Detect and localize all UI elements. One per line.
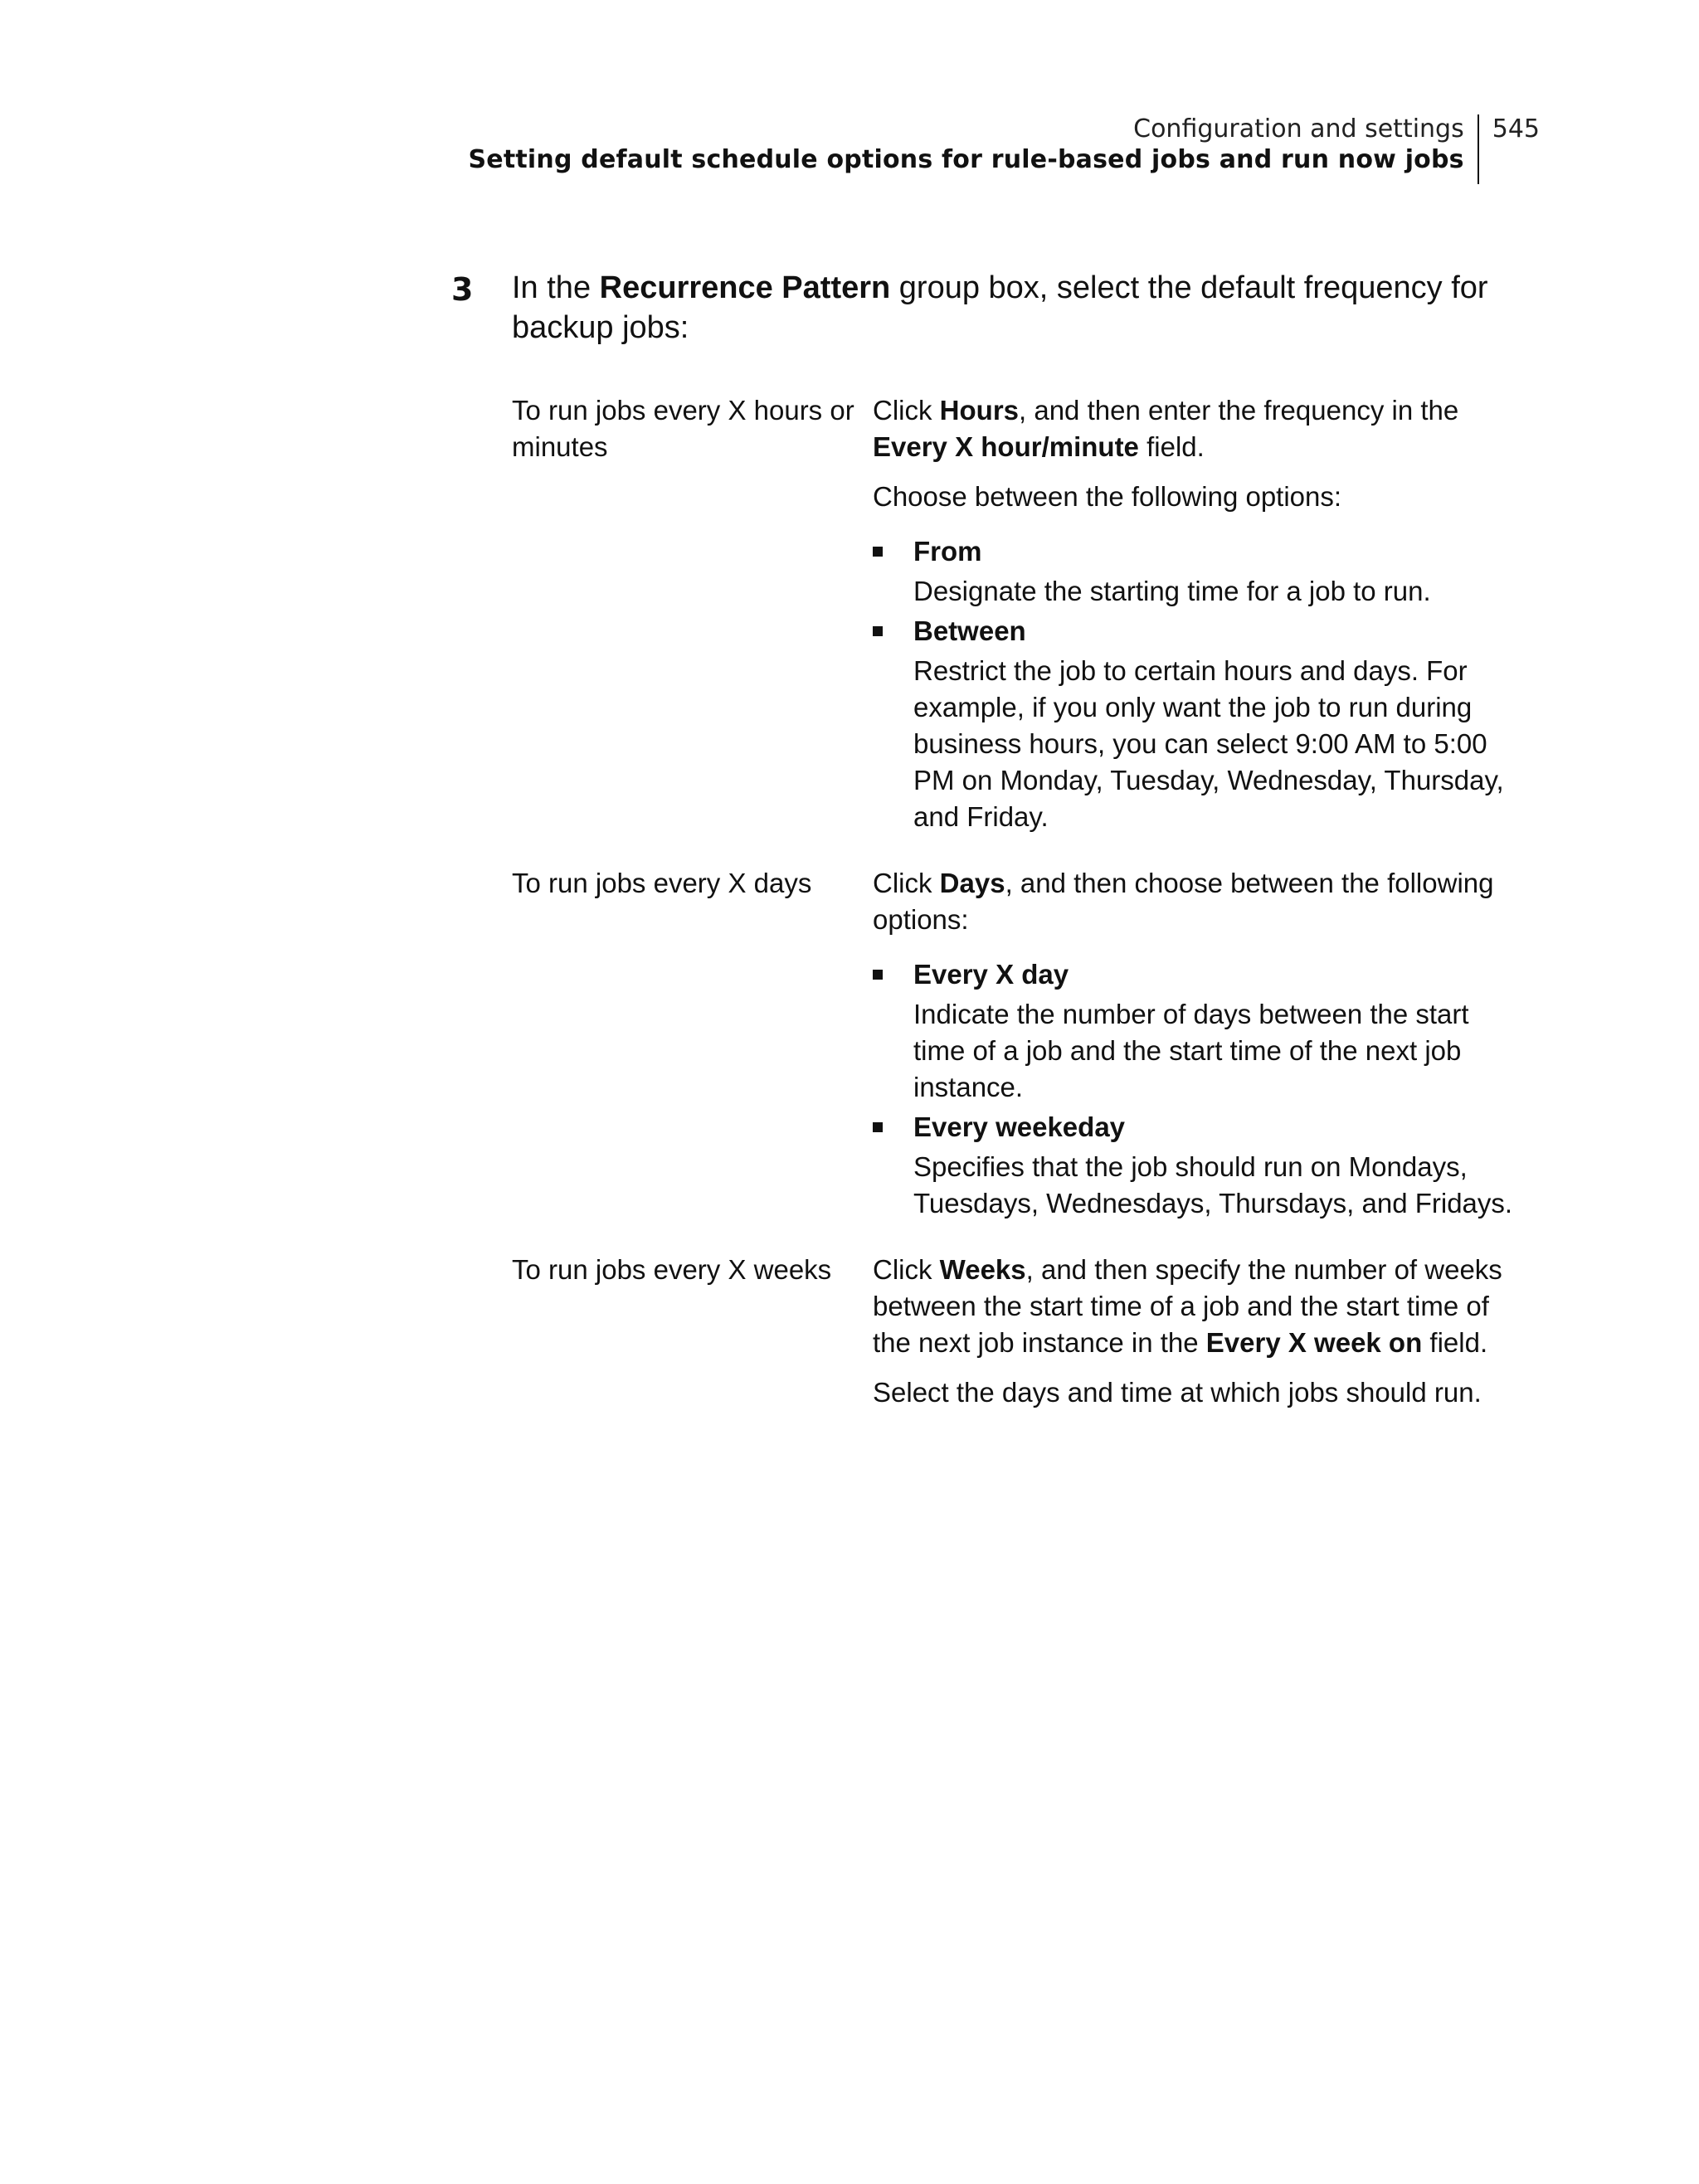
square-bullet-icon — [873, 547, 883, 557]
option-row-hours — [512, 392, 1541, 839]
step-text — [512, 268, 1524, 348]
section-title: Setting default schedule options for rule-based jobs and run now jobs — [468, 145, 1464, 174]
option-condition: To run jobs every X weeks — [512, 1254, 832, 1285]
option-extra: Select the days and time at which jobs should run. — [873, 1377, 1482, 1408]
bullet-body: Restrict the job to certain hours and days. For example, if you only want the job to run during business hours, you can select 9:00 AM to 5:00 PM on Monday, Tuesday, Wednesday, Thursday, and Friday. — [913, 655, 1504, 832]
bullet-body: Specifies that the job should run on Mondays, Tuesdays, Wednesdays, Thursdays, and Fridays. — [913, 1151, 1513, 1218]
intro-text: , and then choose between the following options: — [873, 868, 1494, 935]
intro-text: , and then enter the frequency in the — [1019, 395, 1459, 426]
page-number: 545 — [1492, 114, 1540, 143]
intro-text: Click — [873, 1254, 940, 1285]
intro-bold: Hours — [939, 395, 1020, 426]
options-table — [512, 392, 1541, 1411]
intro-text: , and then specify the number of weeks between the start time of a job and the start time of the next job instance in the — [873, 1254, 1502, 1358]
square-bullet-icon — [873, 1122, 883, 1132]
bullet-body: Indicate the number of days between the start time of a job and the start time of the next job instance. — [913, 999, 1469, 1102]
option-intro — [873, 392, 1528, 465]
square-bullet-icon — [873, 626, 883, 636]
bullet-list — [873, 956, 1528, 1222]
intro-text: Click — [873, 395, 940, 426]
option-condition: To run jobs every X days — [512, 868, 812, 898]
option-intro — [873, 865, 1528, 938]
bullet-list — [873, 533, 1528, 835]
intro-text: Click — [873, 868, 940, 898]
option-intro — [873, 1252, 1528, 1361]
step-text-after: group box, select the default frequency for backup jobs: — [512, 270, 1488, 345]
step-text-bold: Recurrence Pattern — [599, 270, 891, 305]
intro-bold: Every X hour/minute — [873, 431, 1139, 462]
list-item — [873, 956, 1528, 1106]
bullet-title: Between — [913, 615, 1026, 646]
list-item — [873, 1109, 1528, 1222]
option-description — [873, 392, 1528, 839]
square-bullet-icon — [873, 970, 883, 980]
bullet-title: Every weekeday — [913, 1111, 1126, 1142]
option-description — [873, 865, 1528, 1225]
step-number: 3 — [451, 271, 474, 308]
running-header-titles — [468, 114, 1478, 184]
intro-bold: Days — [939, 868, 1005, 898]
option-row-days — [512, 865, 1541, 1225]
list-item — [873, 533, 1528, 610]
intro-text: field. — [1138, 431, 1205, 462]
bullet-title: From — [913, 536, 982, 567]
intro-bold: Weeks — [939, 1254, 1026, 1285]
intro-bold: Every X week on — [1205, 1327, 1423, 1358]
option-row-weeks — [512, 1252, 1541, 1411]
option-condition: To run jobs every X hours or minutes — [512, 395, 854, 462]
running-header — [468, 114, 1540, 184]
bullet-body: Designate the starting time for a job to run. — [913, 576, 1431, 606]
bullet-title: Every X day — [913, 959, 1069, 990]
option-extra: Choose between the following options: — [873, 481, 1342, 512]
intro-text: field. — [1422, 1327, 1488, 1358]
chapter-title: Configuration and settings — [1133, 114, 1464, 143]
step-text-before: In the — [512, 270, 600, 305]
option-description — [873, 1252, 1528, 1411]
list-item — [873, 613, 1528, 835]
